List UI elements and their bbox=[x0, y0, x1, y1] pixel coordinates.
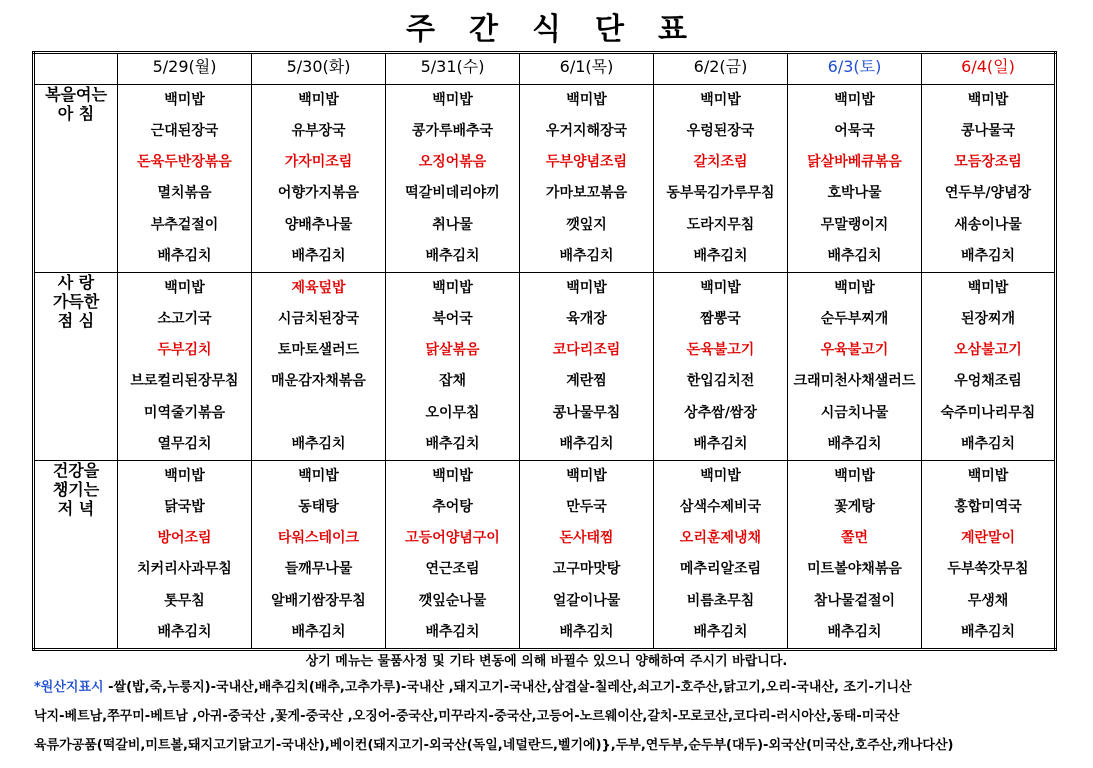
menu-item: 미역줄기볶음 bbox=[143, 404, 226, 421]
meal-label-line: 가득한 bbox=[52, 292, 100, 312]
menu-cell bbox=[788, 461, 922, 650]
menu-item: 치커리사과무침 bbox=[137, 561, 232, 578]
menu-item: 배추김치 bbox=[693, 435, 748, 452]
menu-cell bbox=[118, 461, 252, 650]
menu-item: 배추김치 bbox=[291, 435, 346, 452]
menu-item: 유부장국 bbox=[291, 123, 346, 140]
menu-item: 무생채 bbox=[967, 592, 1009, 609]
menu-item: 깻잎순나물 bbox=[418, 592, 487, 609]
menu-item: 무말랭이지 bbox=[820, 216, 889, 233]
menu-item: 미트볼야채볶음 bbox=[807, 561, 902, 578]
day-header: 6/2(금) bbox=[654, 53, 788, 85]
meal-label bbox=[34, 85, 118, 273]
menu-item: 배추김치 bbox=[425, 247, 480, 264]
menu-item: 돈육불고기 bbox=[686, 342, 755, 359]
menu-cell bbox=[386, 273, 520, 461]
menu-item: 백미밥 bbox=[432, 280, 473, 296]
menu-item: 콩나물무침 bbox=[552, 404, 621, 421]
menu-item: 배추김치 bbox=[827, 435, 882, 452]
meal-row bbox=[34, 461, 1056, 650]
menu-item: 오리훈제냉채 bbox=[679, 530, 762, 547]
menu-cell bbox=[252, 85, 386, 273]
menu-item: 배추김치 bbox=[425, 435, 480, 452]
menu-item: 오징어볶음 bbox=[418, 154, 487, 171]
menu-item: 백미밥 bbox=[298, 468, 339, 484]
menu-item: 고구마맛탕 bbox=[552, 561, 621, 578]
menu-item: 배추김치 bbox=[559, 623, 614, 640]
meal-label bbox=[34, 273, 118, 461]
menu-item: 소고기국 bbox=[157, 311, 212, 328]
menu-item: 백미밥 bbox=[967, 280, 1009, 296]
meal-label-line: 복을여는 bbox=[45, 85, 107, 104]
menu-cell bbox=[654, 273, 788, 461]
menu-item: 백미밥 bbox=[566, 92, 607, 108]
menu-item: 닭국밥 bbox=[164, 499, 205, 516]
menu-cell bbox=[252, 461, 386, 650]
menu-item: 백미밥 bbox=[298, 92, 339, 108]
menu-item: 양배추나물 bbox=[284, 216, 353, 233]
menu-cell bbox=[520, 273, 654, 461]
menu-item: 콩나물국 bbox=[960, 123, 1016, 140]
menu-cell bbox=[788, 273, 922, 461]
menu-item: 우육불고기 bbox=[820, 342, 889, 359]
origin-line-1 bbox=[34, 676, 912, 695]
menu-item: 고등어양념구이 bbox=[405, 530, 500, 547]
menu-item: 브로컬리된장무침 bbox=[130, 373, 239, 390]
meal-label-line: 아 침 bbox=[57, 104, 95, 124]
menu-cell bbox=[118, 85, 252, 273]
meal-label-line: 건강을 bbox=[52, 461, 100, 480]
menu-item bbox=[252, 398, 385, 429]
menu-item: 육개장 bbox=[566, 311, 607, 328]
menu-item: 순두부찌개 bbox=[820, 311, 889, 328]
meal-row bbox=[34, 273, 1056, 461]
menu-item: 우엉채조림 bbox=[954, 373, 1022, 390]
menu-item: 배추김치 bbox=[693, 247, 748, 264]
menu-cell bbox=[520, 85, 654, 273]
menu-item: 비름초무침 bbox=[686, 592, 755, 609]
menu-item: 크래미천사채샐러드 bbox=[793, 373, 916, 390]
menu-item: 백미밥 bbox=[432, 468, 473, 484]
menu-cell bbox=[118, 273, 252, 461]
menu-item: 계란찜 bbox=[566, 373, 607, 390]
menu-cell bbox=[654, 85, 788, 273]
menu-item: 새송이나물 bbox=[954, 216, 1022, 233]
menu-item: 닭살볶음 bbox=[425, 342, 480, 359]
menu-item: 백미밥 bbox=[834, 280, 875, 296]
menu-item: 배추김치 bbox=[559, 435, 614, 452]
menu-item: 상추쌈/쌈장 bbox=[684, 404, 757, 421]
menu-item: 배추김치 bbox=[291, 247, 346, 264]
day-header-row bbox=[34, 53, 1056, 85]
menu-item: 배추김치 bbox=[960, 623, 1016, 640]
menu-item: 백미밥 bbox=[967, 468, 1009, 484]
menu-item: 갈치조림 bbox=[693, 154, 748, 171]
origin-line-2: 낙지-베트남,쭈꾸미-베트남 ,아귀-중국산 ,꽃게-중국산 ,오징어-중국산,미꾸라지-중국산,고등어-노르웨이산,갈치-모로코산,코다리-러시아산,동태-미국산 bbox=[34, 709, 900, 724]
menu-item: 배추김치 bbox=[559, 247, 614, 264]
menu-item: 알배기쌈장무침 bbox=[271, 592, 366, 609]
menu-cell bbox=[922, 273, 1056, 461]
day-header: 6/4(일) bbox=[922, 53, 1056, 85]
menu-item: 우거지해장국 bbox=[545, 123, 628, 140]
meal-label-line: 사 랑 bbox=[57, 273, 95, 292]
menu-item: 백미밥 bbox=[164, 92, 205, 108]
menu-item: 숙주미나리무침 bbox=[940, 404, 1036, 421]
menu-item: 두부김치 bbox=[157, 342, 212, 359]
menu-item: 동부묵김가루무침 bbox=[666, 185, 775, 202]
menu-item: 백미밥 bbox=[432, 92, 473, 108]
menu-item: 백미밥 bbox=[566, 280, 607, 296]
menu-item: 가마보꼬볶음 bbox=[545, 185, 628, 202]
menu-item: 우렁된장국 bbox=[686, 123, 755, 140]
origin-text-1: -쌀(밥,죽,누룽지)-국내산,배추김치(배추,고추가루)-국내산 ,돼지고기-국내산,삼겹살-칠레산,쇠고기-호주산,닭고기,오리-국내산, 조기-기니산 bbox=[103, 680, 912, 695]
menu-item: 배추김치 bbox=[425, 623, 480, 640]
menu-item: 떡갈비데리야끼 bbox=[405, 185, 500, 202]
corner-cell bbox=[34, 53, 118, 85]
menu-cell bbox=[788, 85, 922, 273]
day-header: 6/3(토) bbox=[788, 53, 922, 85]
origin-label: *원산지표시 bbox=[34, 680, 104, 695]
menu-item: 열무김치 bbox=[157, 435, 212, 452]
menu-item: 취나물 bbox=[432, 216, 473, 233]
menu-item: 배추김치 bbox=[960, 247, 1016, 264]
menu-item: 타워스테이크 bbox=[277, 530, 360, 547]
menu-item: 짬뽕국 bbox=[700, 311, 741, 328]
menu-item: 쫄면 bbox=[840, 530, 869, 547]
menu-item: 백미밥 bbox=[834, 92, 875, 108]
menu-item: 깻잎지 bbox=[566, 216, 607, 233]
menu-item: 방어조림 bbox=[157, 530, 212, 547]
menu-item: 배추김치 bbox=[960, 435, 1016, 452]
menu-item: 두부양념조림 bbox=[545, 154, 628, 171]
day-header: 5/29(월) bbox=[118, 53, 252, 85]
menu-item: 백미밥 bbox=[164, 468, 205, 484]
menu-item: 시금치나물 bbox=[820, 404, 889, 421]
menu-item: 참나물겉절이 bbox=[813, 592, 896, 609]
menu-item: 어묵국 bbox=[834, 123, 875, 140]
menu-item: 들깨무나물 bbox=[284, 561, 353, 578]
day-header: 6/1(목) bbox=[520, 53, 654, 85]
menu-item: 모듬장조림 bbox=[954, 154, 1022, 171]
menu-item: 배추김치 bbox=[157, 623, 212, 640]
menu-item: 백미밥 bbox=[834, 468, 875, 484]
menu-cell bbox=[654, 461, 788, 650]
menu-item: 백미밥 bbox=[967, 92, 1009, 108]
menu-item: 백미밥 bbox=[164, 280, 205, 296]
menu-item: 닭살바베큐볶음 bbox=[807, 154, 902, 171]
menu-item: 돈사태찜 bbox=[559, 530, 614, 547]
menu-item: 가자미조림 bbox=[284, 154, 353, 171]
menu-item: 돈육두반장볶음 bbox=[137, 154, 232, 171]
menu-item: 호박나물 bbox=[827, 185, 882, 202]
menu-item: 콩가루배추국 bbox=[411, 123, 494, 140]
page-title: 주간식단표 bbox=[406, 12, 721, 47]
menu-item: 계란말이 bbox=[960, 530, 1016, 547]
menu-item: 오삼불고기 bbox=[954, 342, 1022, 359]
menu-item: 코다리조림 bbox=[552, 342, 621, 359]
menu-cell bbox=[922, 461, 1056, 650]
menu-item: 배추김치 bbox=[827, 623, 882, 640]
menu-item: 만두국 bbox=[566, 499, 607, 516]
origin-line-3: 육류가공품(떡갈비,미트볼,돼지고기닭고기-국내산),베이컨(돼지고기-외국산(독일,네덜란드,벨기에)},두부,연두부,순두부(대두)-외국산(미국산,호주산,캐나다산) bbox=[34, 738, 954, 753]
menu-item: 꽃게탕 bbox=[834, 499, 875, 516]
menu-item: 백미밥 bbox=[700, 468, 741, 484]
meal-label-line: 점 심 bbox=[57, 311, 95, 331]
menu-item: 추어탕 bbox=[432, 499, 473, 516]
menu-item: 배추김치 bbox=[827, 247, 882, 264]
meal-label-line: 저 녁 bbox=[57, 499, 95, 519]
menu-item: 배추김치 bbox=[291, 623, 346, 640]
menu-cell bbox=[386, 461, 520, 650]
menu-item: 멸치볶음 bbox=[157, 185, 212, 202]
menu-item: 토마토샐러드 bbox=[277, 342, 360, 359]
menu-item: 두부쑥갓무침 bbox=[947, 561, 1029, 578]
menu-item: 오이무침 bbox=[425, 404, 480, 421]
menu-item: 얼갈이나물 bbox=[552, 592, 621, 609]
menu-item: 제육덮밥 bbox=[291, 280, 346, 296]
menu-item: 한입김치전 bbox=[686, 373, 755, 390]
menu-item: 배추김치 bbox=[157, 247, 212, 264]
menu-item: 매운감자채볶음 bbox=[271, 373, 366, 390]
day-header: 5/30(화) bbox=[252, 53, 386, 85]
menu-item: 백미밥 bbox=[566, 468, 607, 484]
menu-item: 연두부/양념장 bbox=[944, 185, 1032, 202]
meal-label bbox=[34, 461, 118, 650]
menu-item: 어향가지볶음 bbox=[277, 185, 360, 202]
menu-cell bbox=[520, 461, 654, 650]
menu-item: 배추김치 bbox=[693, 623, 748, 640]
menu-item: 부추겉절이 bbox=[150, 216, 219, 233]
menu-item: 백미밥 bbox=[700, 280, 741, 296]
menu-item: 북어국 bbox=[432, 311, 473, 328]
menu-item: 삼색수제비국 bbox=[679, 499, 762, 516]
menu-cell bbox=[922, 85, 1056, 273]
menu-item: 근대된장국 bbox=[150, 123, 219, 140]
menu-item: 홍합미역국 bbox=[954, 499, 1022, 516]
menu-item: 백미밥 bbox=[700, 92, 741, 108]
day-header: 5/31(수) bbox=[386, 53, 520, 85]
menu-item: 톳무침 bbox=[164, 592, 205, 609]
menu-item: 된장찌개 bbox=[960, 311, 1016, 328]
menu-item: 시금치된장국 bbox=[277, 311, 360, 328]
meal-label-line: 챙기는 bbox=[52, 480, 100, 500]
notice-text: 상기 메뉴는 물품사정 및 기타 변동에 의해 바뀔수 있으니 양해하여 주시기 바랍니다. bbox=[305, 654, 788, 669]
menu-cell bbox=[252, 273, 386, 461]
menu-item: 메추리알조림 bbox=[679, 561, 762, 578]
menu-item: 동태탕 bbox=[298, 499, 339, 516]
meal-row bbox=[34, 85, 1056, 273]
menu-cell bbox=[386, 85, 520, 273]
weekly-menu-table bbox=[32, 51, 1057, 651]
menu-item: 연근조림 bbox=[425, 561, 480, 578]
menu-item: 잡채 bbox=[438, 373, 467, 390]
menu-item: 도라지무침 bbox=[686, 216, 755, 233]
